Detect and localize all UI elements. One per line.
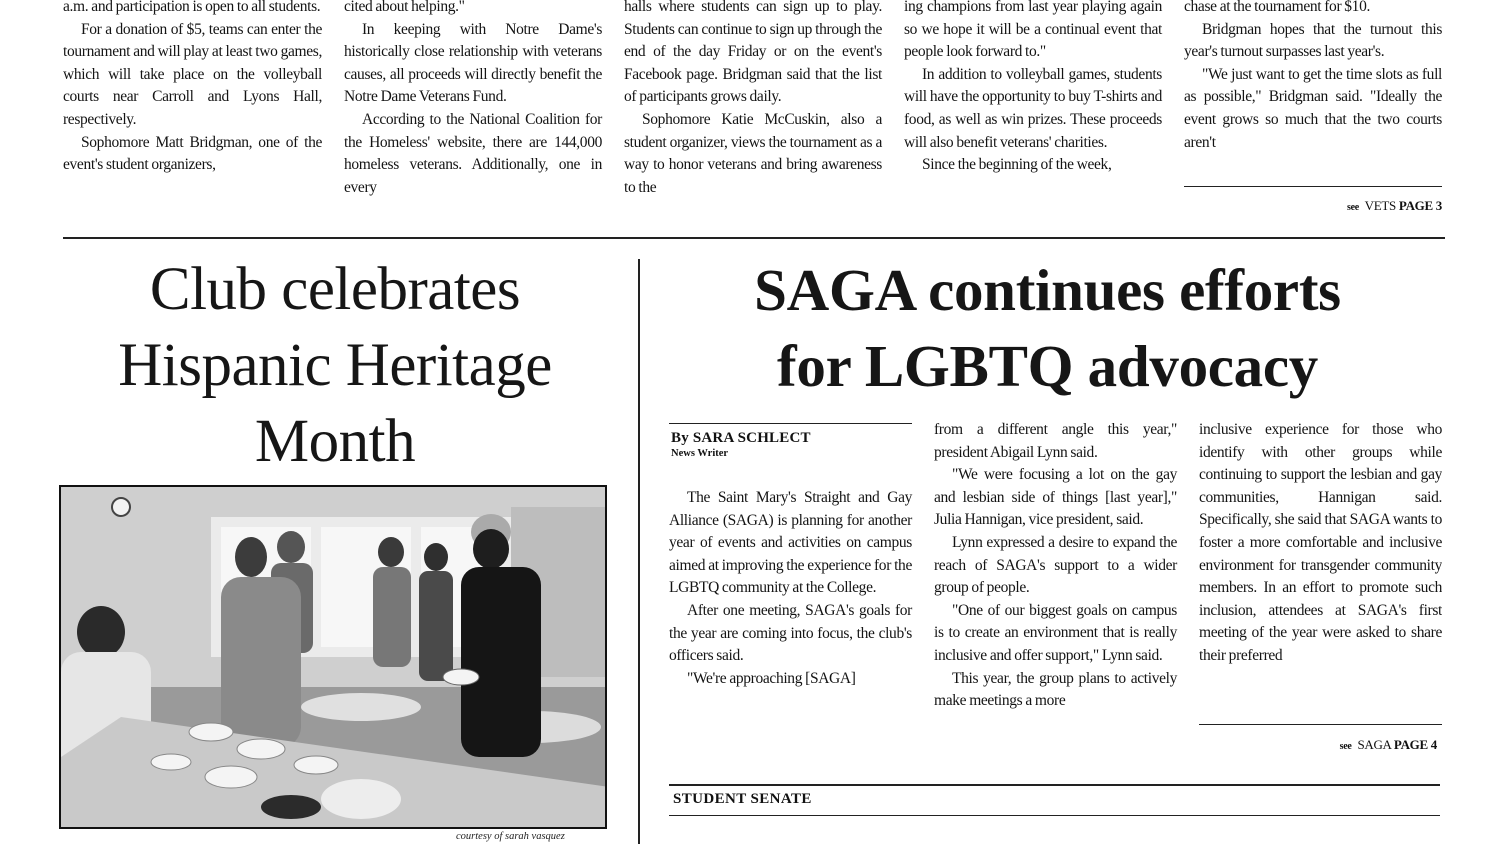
section-divider xyxy=(63,237,1445,239)
jump-page: PAGE 4 xyxy=(1393,737,1437,752)
column-end-rule xyxy=(1199,724,1442,725)
paragraph: halls where students can sign up to play. Students can continue to sign up through the end of the day Friday or on the event's Facebook page. Bridgman said that the list of participants grows daily. xyxy=(624,0,882,106)
saga-jump-line[interactable] xyxy=(1340,737,1437,753)
paragraph: Lynn expressed a desire to expand the reach of SAGA's support to a wider group of people. xyxy=(934,533,1177,597)
saga-column-3 xyxy=(1199,419,1442,712)
paragraph: Sophomore Katie McCuskin, also a student organizer, views the tournament as a way to honor veterans and bring awareness to the xyxy=(624,110,882,196)
paragraph: a.m. and participation is open to all students. xyxy=(63,0,321,15)
saga-headline[interactable] xyxy=(650,252,1445,404)
headline-line: Month xyxy=(254,408,416,475)
paragraph: ing champions from last year playing again so we hope it will be a continual event that people look forward to." xyxy=(904,0,1162,61)
paragraph: chase at the tournament for $10. xyxy=(1184,0,1371,15)
headline-line: Club celebrates xyxy=(149,256,521,323)
byline-author[interactable]: By SARA SCHLECT xyxy=(671,430,811,446)
paragraph: inclusive experience for those who identify with other groups while continuing to support the lesbian and gay communities, Hannigan said. Specifically, she said that SAGA wants to foster a more comfortable and inclusive environment for transgender community members. In an effort to promote such inclusion, attendees at SAGA's first meeting of the year were asked to share their preferred xyxy=(1199,421,1442,664)
vets-jump-line[interactable] xyxy=(1347,198,1442,214)
column-divider xyxy=(638,259,640,844)
paragraph: "One of our biggest goals on campus is to create an environment that is really inclusive and offer support," Lynn said. xyxy=(934,601,1177,664)
paragraph: "We're approaching [SAGA] xyxy=(687,669,856,687)
headline-line: Hispanic Heritage xyxy=(118,332,552,399)
paragraph: Bridgman hopes that the turnout this year's turnout surpasses last year's. xyxy=(1184,20,1442,61)
paragraph: "We were focusing a lot on the gay and lesbian side of things [last year]," Julia Hannigan, vice president, said. xyxy=(934,466,1177,529)
jump-page: PAGE 3 xyxy=(1398,198,1442,213)
paragraph: Sophomore Matt Bridgman, one of the event's student organizers, xyxy=(63,133,322,174)
senate-bottom-rule xyxy=(669,815,1440,816)
paragraph: In addition to volleyball games, students will have the opportunity to buy T-shirts and food, as well as win prizes. These proceeds will also benefit veterans' charities. xyxy=(904,65,1162,151)
club-headline[interactable] xyxy=(40,252,630,480)
vets-column-2 xyxy=(344,0,602,199)
paragraph: In keeping with Notre Dame's historically close relationship with veterans causes, all proceeds will directly benefit the Notre Dame Veterans Fund. xyxy=(344,20,602,106)
jump-slug: SAGA xyxy=(1357,737,1391,752)
paragraph: For a donation of $5, teams can enter the tournament and will play at least two games, which will take place on the volleyball courts near Carroll and Lyons Hall, respectively. xyxy=(63,20,322,128)
photo-credit: courtesy of sarah vasquez xyxy=(456,831,565,842)
column-end-rule xyxy=(1184,186,1442,187)
paragraph: This year, the group plans to actively make meetings a more xyxy=(934,669,1177,710)
paragraph: "We just want to get the time slots as full as possible," Bridgman said. "Ideally the event grows so much that the two courts aren't xyxy=(1184,65,1442,151)
saga-byline xyxy=(671,429,911,461)
saga-column-1 xyxy=(669,487,912,690)
student-senate-label[interactable]: STUDENT SENATE xyxy=(673,791,812,807)
byline-rule xyxy=(669,423,912,424)
paragraph: The Saint Mary's Straight and Gay Alliance (SAGA) is planning for another year of events and activities on campus aimed at improving the experience for the LGBTQ community at the College. xyxy=(669,489,912,597)
vets-column-3 xyxy=(624,0,882,199)
headline-line: for LGBTQ advocacy xyxy=(777,333,1318,399)
vets-column-1 xyxy=(63,0,322,177)
photo-illustration xyxy=(61,487,607,829)
paragraph: cited about helping." xyxy=(344,0,465,15)
jump-slug: VETS xyxy=(1364,198,1396,213)
paragraph: According to the National Coalition for the Homeless' website, there are 144,000 homeless veterans. Additionally, one in every xyxy=(344,110,602,196)
clock-icon xyxy=(112,498,130,516)
headline-line: SAGA continues efforts xyxy=(754,257,1341,323)
vets-column-5 xyxy=(1184,0,1442,186)
jump-see: see xyxy=(1347,202,1359,213)
vets-column-4 xyxy=(904,0,1162,177)
saga-column-2 xyxy=(934,419,1177,713)
paragraph: from a different angle this year," president Abigail Lynn said. xyxy=(934,421,1177,461)
senate-top-rule xyxy=(669,784,1440,786)
paragraph: Since the beginning of the week, xyxy=(922,156,1112,174)
jump-see: see xyxy=(1339,741,1352,752)
byline-role: News Writer xyxy=(671,448,729,459)
paragraph: After one meeting, SAGA's goals for the year are coming into focus, the club's officers said. xyxy=(669,601,912,665)
club-photo[interactable] xyxy=(59,485,607,829)
